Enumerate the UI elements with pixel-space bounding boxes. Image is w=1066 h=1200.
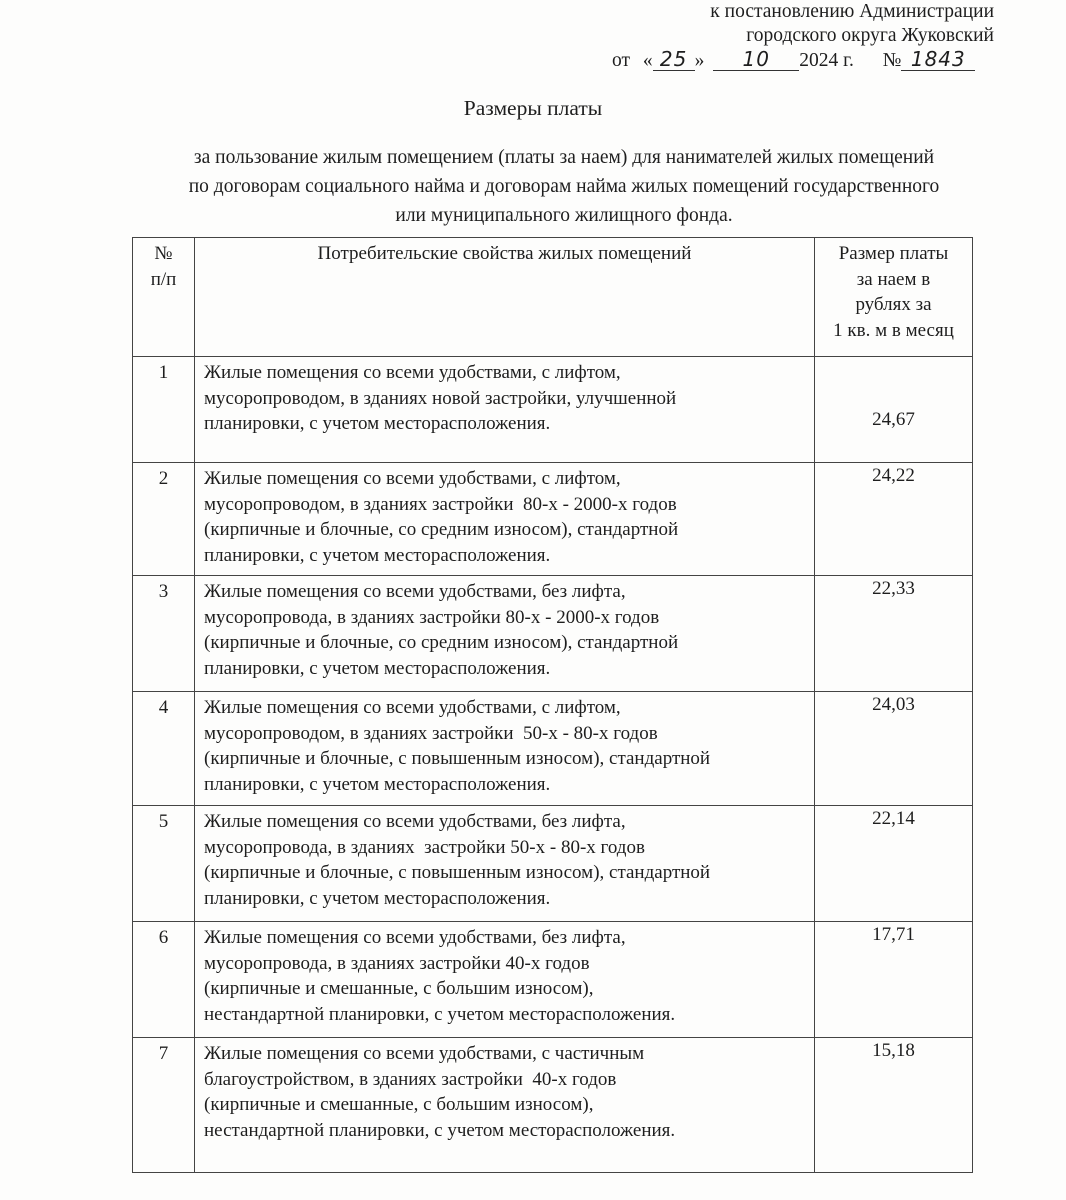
description-line: Жилые помещения со всеми удобствами, с лифтом,: [204, 362, 621, 383]
header-number: № п/п: [133, 238, 195, 357]
table-row: [133, 1038, 973, 1173]
description-line: планировки, с учетом месторасположения.: [204, 657, 551, 679]
row-description: [195, 806, 815, 922]
resolution-reference: [710, 0, 994, 48]
description-line: (кирпичные и смешанные, с большим износом),: [204, 978, 594, 999]
row-description: [195, 463, 815, 576]
description-line: мусоропроводом, в зданиях новой застройки, улучшенной: [204, 387, 677, 409]
row-number: 7: [133, 1038, 195, 1173]
description-line: Жилые помещения со всеми удобствами, с частичным: [204, 1043, 645, 1064]
day-close-quote: »: [694, 50, 705, 71]
description-line: (кирпичные и блочные, с повышенным износом), стандартной: [204, 862, 711, 883]
description-line: мусоропроводом, в зданиях застройки 80-х - 2000-х годов: [204, 493, 677, 515]
description-line: мусоропровода, в зданиях застройки 50-х - 80-х годов: [204, 836, 645, 858]
description-line: мусоропроводом, в зданиях застройки 50-х - 80-х годов: [204, 722, 658, 744]
row-description: [195, 922, 815, 1038]
description-line: (кирпичные и смешанные, с большим износом),: [204, 1094, 594, 1115]
table-row: [133, 463, 973, 576]
description-line: мусоропровода, в зданиях застройки 80-х - 2000-х годов: [204, 606, 660, 628]
subtitle-line: по договорам социального найма и договорам найма жилых помещений государственного: [188, 176, 940, 197]
row-price: 17,71: [815, 922, 973, 1038]
row-price: 22,14: [815, 806, 973, 922]
description-line: (кирпичные и блочные, со средним износом), стандартной: [204, 632, 679, 653]
description-line: благоустройством, в зданиях застройки 40-х годов: [204, 1068, 617, 1090]
row-price: 24,22: [815, 463, 973, 576]
subtitle-line: за пользование жилым помещением (платы за наем) для нанимателей жилых помещений: [193, 147, 935, 168]
row-description: [195, 1038, 815, 1173]
row-price: 24,03: [815, 692, 973, 806]
table-row: [133, 576, 973, 692]
description-line: планировки, с учетом месторасположения.: [204, 413, 551, 434]
row-number: 4: [133, 692, 195, 806]
month-value: 10: [713, 48, 799, 71]
header-price: Размер платы за наем в рублях за 1 кв. м в месяц: [815, 238, 973, 357]
description-line: (кирпичные и блочные, с повышенным износом), стандартной: [204, 748, 711, 769]
subtitle-line: или муниципального жилищного фонда.: [395, 205, 733, 226]
row-description: [195, 576, 815, 692]
document-subtitle: [0, 143, 1066, 230]
row-description: [195, 357, 815, 463]
table-row: [133, 922, 973, 1038]
header-line-1: к постановлению Администрации: [710, 1, 994, 22]
day-open-quote: «: [642, 50, 653, 71]
row-description: [195, 692, 815, 806]
header-properties: Потребительские свойства жилых помещений: [195, 238, 815, 357]
year-value: 2024 г.: [799, 50, 854, 71]
header-line-2: городского округа Жуковский: [746, 25, 994, 46]
row-number: 5: [133, 806, 195, 922]
description-line: Жилые помещения со всеми удобствами, без лифта,: [204, 811, 626, 832]
row-price: 24,67: [815, 357, 973, 463]
description-line: Жилые помещения со всеми удобствами, с лифтом,: [204, 697, 621, 718]
row-number: 6: [133, 922, 195, 1038]
row-number: 3: [133, 576, 195, 692]
row-number: 2: [133, 463, 195, 576]
row-price: 22,33: [815, 576, 973, 692]
description-line: планировки, с учетом месторасположения.: [204, 773, 551, 795]
table-header-row: [133, 238, 973, 357]
description-line: Жилые помещения со всеми удобствами, без лифта,: [204, 927, 626, 948]
resolution-date-number: [612, 48, 975, 72]
description-line: (кирпичные и блочные, со средним износом), стандартной: [204, 519, 679, 540]
description-line: мусоропровода, в зданиях застройки 40-х годов: [204, 952, 590, 974]
description-line: Жилые помещения со всеми удобствами, без лифта,: [204, 581, 626, 602]
rent-fee-table: [132, 237, 973, 1173]
description-line: планировки, с учетом месторасположения.: [204, 887, 551, 909]
description-line: Жилые помещения со всеми удобствами, с лифтом,: [204, 468, 621, 489]
description-line: планировки, с учетом месторасположения.: [204, 544, 551, 566]
document-title: Размеры платы: [463, 96, 603, 120]
description-line: нестандартной планировки, с учетом месторасположения.: [204, 1003, 676, 1025]
resolution-number: 1843: [901, 48, 975, 71]
row-price: 15,18: [815, 1038, 973, 1173]
number-label: №: [882, 50, 902, 71]
table-row: [133, 692, 973, 806]
day-value: 25: [653, 48, 695, 71]
table-row: [133, 806, 973, 922]
description-line: нестандартной планировки, с учетом месторасположения.: [204, 1119, 676, 1141]
row-number: 1: [133, 357, 195, 463]
table-row: [133, 357, 973, 463]
date-prefix: от: [612, 50, 631, 71]
